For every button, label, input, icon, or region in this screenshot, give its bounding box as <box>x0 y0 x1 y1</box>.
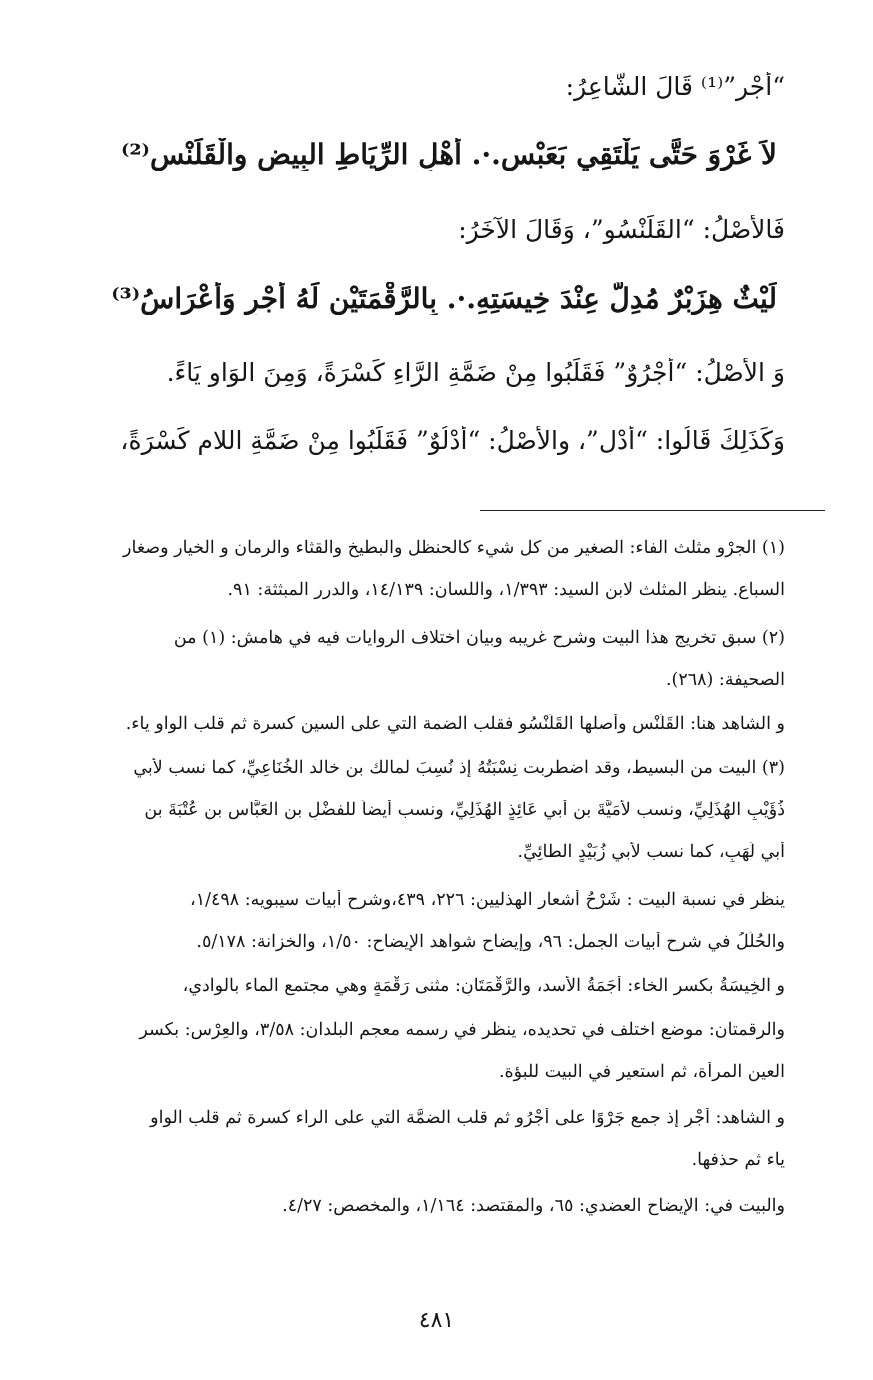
footnote-line: (٢) سبق تخريج هذا البيت وشرح غريبه وبيان اختلاف الروايات فيه في هامش: (١) من <box>173 628 785 648</box>
footnote-line: والرقمتان: موضع اختلف في تحديده، ينظر في رسمه معجم البلدان: ٣/٥٨، والعِرْس: بكسر <box>139 1020 785 1040</box>
footnote-line: والحُلَلُ في شرح أبيات الجمل: ٩٦، وإيضاح شواهد الإيضاح: ١/٥٠، والخزانة: ٥/١٧٨. <box>196 932 785 952</box>
footnote-line: و الشاهد: أَجْرٍ إذ جمع جَرْوًا على أَجْرُوٍ ثم قلب الضمَّة التي على الراء كسرة ثم قلب الواو <box>150 1108 785 1128</box>
footnote-line: و الخِيسَةُ بكسر الخاء: أَجَمَةُ الأسد، والرَّقْمَتَانِ: مثنى رَقْمَةٍ وهي مجتمع الماء بالوادي، <box>182 976 785 996</box>
footnote-line: السباع. ينظر المثلث لابن السيد: ١/٣٩٣، واللسان: ١٤/١٣٩، والدرر المبثثة: ٩١. <box>227 580 785 600</box>
footnote-separator <box>480 510 825 511</box>
body-line-6: وَكَذَلِكَ قَالُوا: “أَدْلٍ”، والأَصْلُ: “أَدْلُوٌ” فَقَلَبُوا مِنْ ضَمَّةِ اللامِ كَسْرَةً، <box>120 426 785 455</box>
footnote-line: (١) الجرْو مثلث الفاء: الصغير من كل شيء كالحنظل والبطيخ والقثاء والرمان و الخيار وصغار <box>123 538 785 558</box>
verse-1: لاَ غَرْوَ حَتَّى يَلْتَقِي بَعَبْس.·. أَهْلِ الرِّيَاطِ البِيضِ والْقَلَنْسِ⁽²⁾ <box>121 138 777 171</box>
verse-2: لَيْثٌ هِزَبْرٌ مُدِلٌّ عِنْدَ خِيسَتِهِ.·. بِالرَّقْمَتَيْنِ لَهُ أَجْرٍ وَأَعْرَاسُ⁽³⁾ <box>111 282 777 315</box>
body-line-3: فَالأَصْلُ: “القَلَنْسُو”، وَقَالَ الآخَرُ: <box>458 215 785 244</box>
footnote-line: و الشاهد هنا: القَلَنْسِ وأصلها القَلَنْسُو فقلب الضمة التي على السين كسرة ثم قلب الواو ياء. <box>125 714 785 734</box>
footnote-line: (٣) البيت من البسيط، وقد اضطربت نِسْبَتُهُ إذ نُسِبَ لمالك بن خالد الخُنَاعِيِّ، كما نسب لأبي <box>133 758 785 778</box>
body-line-5: وَ الأَصْلُ: “أَجْرُوٌ” فَقَلَبُوا مِنْ ضَمَّةِ الرَّاءِ كَسْرَةً، وَمِنَ الوَاوِ يَاءً. <box>166 358 785 387</box>
footnote-line: أبي لَهَبٍ، كما نسب لأبي زُبَيْدٍ الطائِيِّ. <box>517 842 785 862</box>
footnote-line: الصحيفة: (٢٦٨). <box>665 670 785 690</box>
footnote-line: ينظر في نسبة البيت : شَرْحُ أشعار الهذليين: ٢٢٦، ٤٣٩،وشرح أبيات سيبويه: ١/٤٩٨، <box>190 890 785 910</box>
page-number: ٤٨١ <box>418 1308 455 1333</box>
footnote-line: العين المرأة، ثم استعير في البيت للبؤة. <box>498 1062 785 1082</box>
body-line-1: “أَجْرٍ”⁽¹⁾ قَالَ الشَّاعِرُ: <box>565 72 785 101</box>
footnote-line: ياء ثم حذفها. <box>691 1150 785 1170</box>
footnote-line: ذُؤَيْبٍ الهُذَلِيِّ، ونسب لأُمَيَّةَ بن أبي عَائِذٍ الهُذَلِيِّ، ونسب أيضاً للفضْلِ بن العَبَّاس بن عُتْبَةَ بن <box>144 800 785 820</box>
footnote-line: والبيت في: الإيضاح العضدي: ٦٥، والمقتصد: ١/١٦٤، والمخصص: ٤/٢٧. <box>282 1196 785 1216</box>
